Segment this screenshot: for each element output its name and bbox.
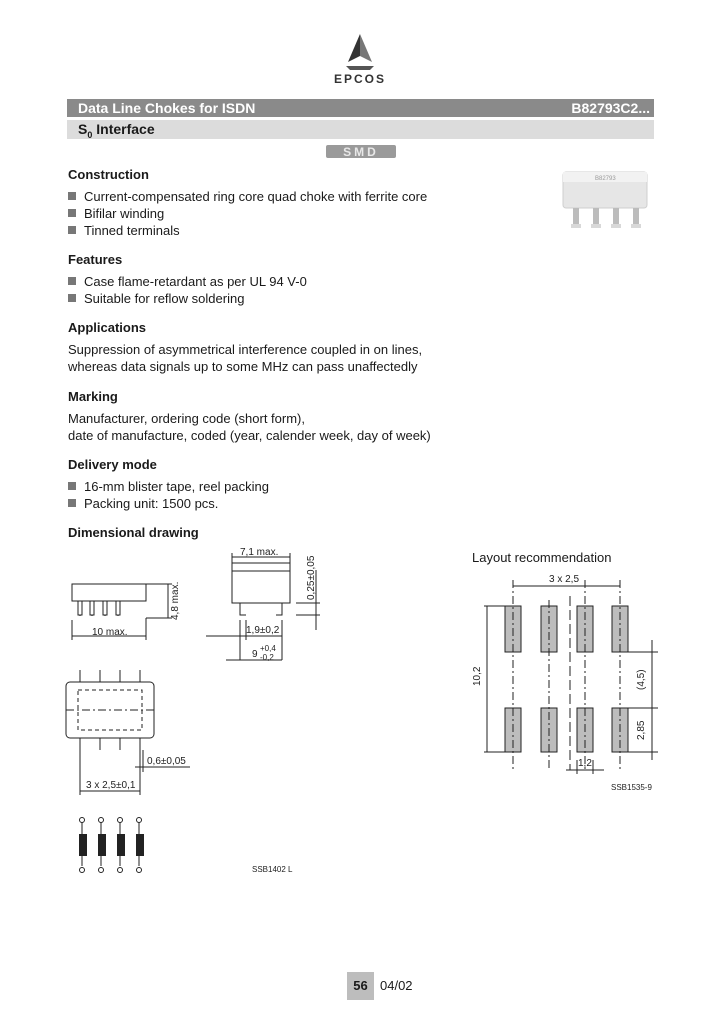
part-number: B82793C2... <box>571 100 650 116</box>
marking-text: date of manufacture, coded (year, calender week, day of week) <box>68 428 431 443</box>
list-item: Packing unit: 1500 pcs. <box>68 495 218 512</box>
applications-text: whereas data signals up to some MHz can pass unaffectedly <box>68 359 418 374</box>
photo-marking: B82793 <box>595 176 616 182</box>
smd-badge-text: SMD <box>343 145 379 158</box>
page-date: 04/02 <box>380 978 413 993</box>
page-title: Data Line Chokes for ISDN <box>78 100 256 116</box>
page-number: 56 <box>347 972 374 1000</box>
list-item: Suitable for reflow soldering <box>68 290 244 307</box>
dim-lead-length: 1,9±0,2 <box>246 625 280 636</box>
drawing-code: SSB1402 L <box>252 865 293 874</box>
dim-lead-width: 0,6±0,05 <box>147 756 186 767</box>
dim-lead-thickness: 0,25±0,05 <box>306 555 317 600</box>
marking-text: Manufacturer, ordering code (short form), <box>68 411 305 426</box>
layout-overall: 10,2 <box>472 666 483 686</box>
dim-span-base: 9 <box>252 649 258 660</box>
layout-pitch: 3 x 2,5 <box>549 574 580 585</box>
list-item: Tinned terminals <box>68 222 180 239</box>
applications-text: Suppression of asymmetrical interference coupled in on lines, <box>68 342 423 357</box>
layout-gap: (4,5) <box>636 669 647 690</box>
list-item: 16-mm blister tape, reel packing <box>68 478 269 495</box>
delivery-heading: Delivery mode <box>68 457 157 472</box>
brand-name: EPCOS <box>333 72 386 86</box>
applications-heading: Applications <box>68 320 147 335</box>
features-heading: Features <box>68 252 123 267</box>
dim-height: 4,8 max. <box>170 581 181 620</box>
dim-width-top: 7,1 max. <box>240 547 279 558</box>
subtitle-bar <box>67 120 654 139</box>
dimensional-heading: Dimensional drawing <box>68 525 199 540</box>
dim-pitch: 3 x 2,5±0,1 <box>86 780 136 791</box>
title-bar <box>67 99 654 117</box>
construction-heading: Construction <box>68 167 149 182</box>
dim-span-tol-down: -0,2 <box>260 653 274 662</box>
list-item: Case flame-retardant as per UL 94 V-0 <box>68 273 307 290</box>
dim-span-tol-up: +0,4 <box>260 644 276 653</box>
layout-pad-length: 2,85 <box>636 720 647 740</box>
layout-drawing-code: SSB1535-9 <box>611 783 652 792</box>
dimensional-drawings <box>0 540 720 880</box>
dim-length: 10 max. <box>92 627 128 638</box>
list-item: Current-compensated ring core quad choke with ferrite core <box>68 188 427 205</box>
subtitle: $S_0$ Interface <box>78 121 155 140</box>
component-photo <box>555 160 655 240</box>
marking-heading: Marking <box>68 389 118 404</box>
layout-pad-width: 1,2 <box>578 758 592 769</box>
smd-badge <box>326 145 396 158</box>
layout-title: Layout recommendation <box>472 550 612 565</box>
list-item: Bifilar winding <box>68 205 164 222</box>
